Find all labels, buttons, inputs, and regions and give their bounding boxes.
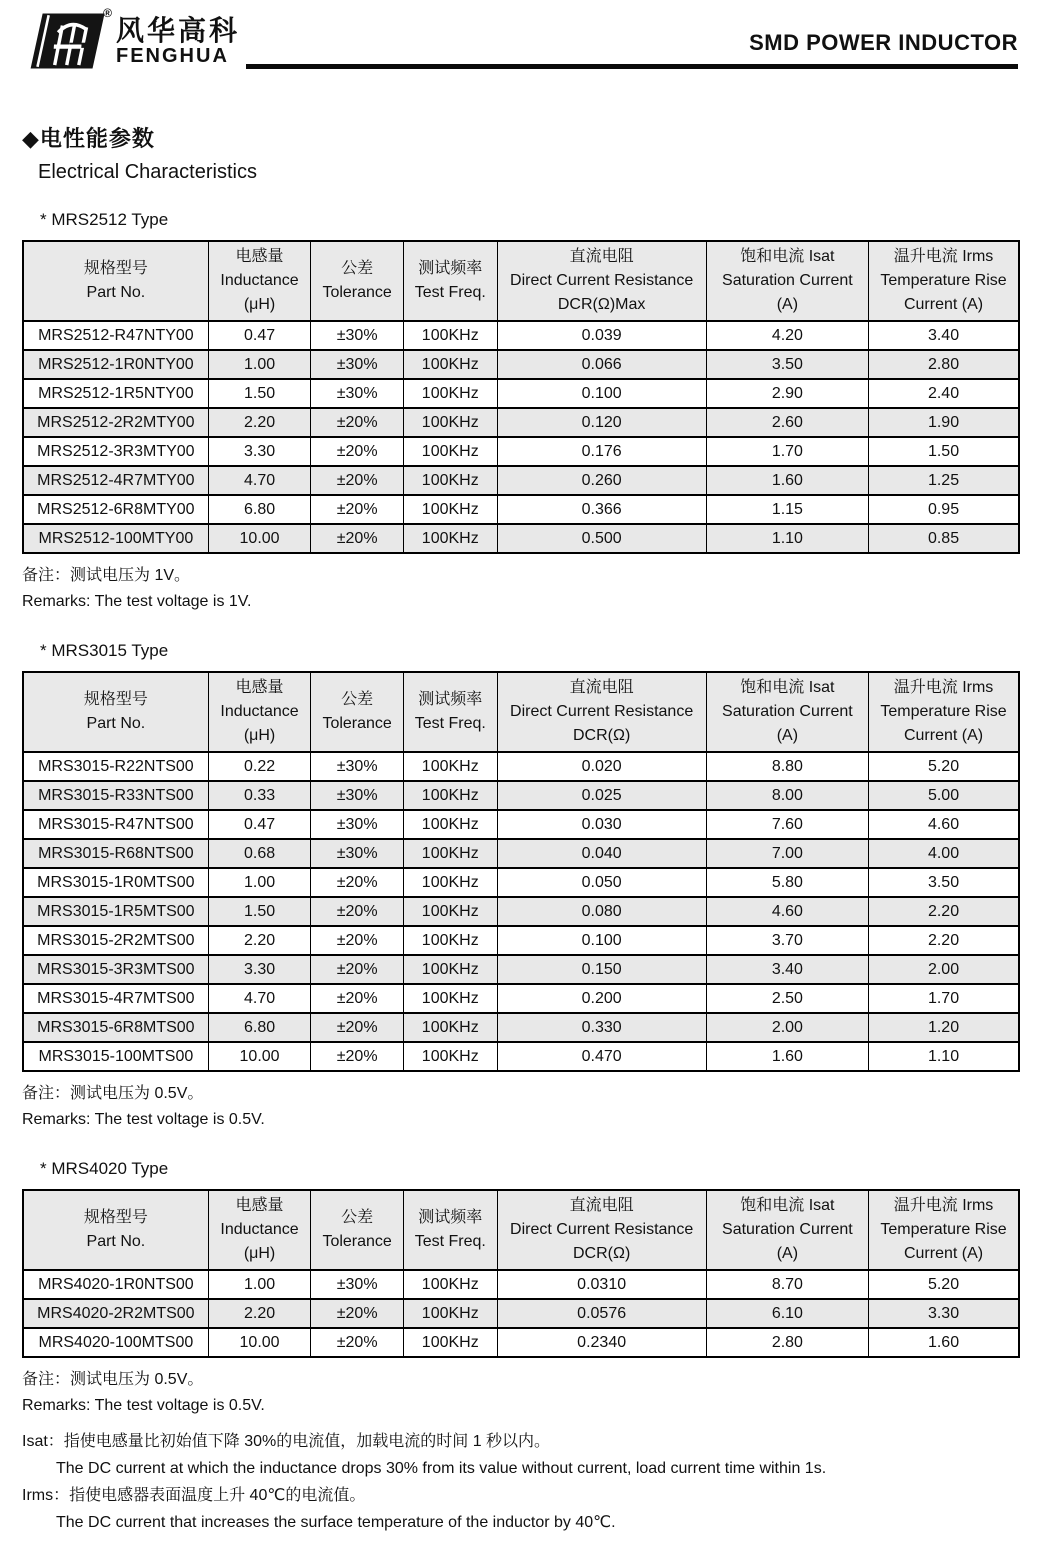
- cell-inductance: 6.80: [208, 495, 311, 524]
- cell-tolerance: ±30%: [311, 321, 404, 350]
- column-header-line: 饱和电流 Isat: [740, 248, 835, 265]
- cell-part-no: MRS3015-1R5MTS00: [23, 897, 208, 926]
- header-divider: [246, 64, 1018, 69]
- column-header-dcr: [497, 672, 706, 752]
- cell-dcr: 0.066: [497, 350, 706, 379]
- cell-dcr: 0.025: [497, 781, 706, 810]
- column-header-line: 测试频率: [418, 691, 483, 708]
- table-row: [23, 321, 1019, 350]
- cell-inductance: 3.30: [208, 437, 311, 466]
- column-header-line: Part No.: [86, 1233, 146, 1250]
- table-remark: [22, 1081, 1020, 1133]
- cell-temp-rise-current: 1.50: [869, 437, 1019, 466]
- table-row: [23, 810, 1019, 839]
- cell-dcr: 0.0576: [497, 1299, 706, 1328]
- table-remark: [22, 1367, 1020, 1419]
- column-header-line: Test Freq.: [414, 715, 486, 732]
- cell-tolerance: ±30%: [311, 1270, 404, 1299]
- cell-tolerance: ±20%: [311, 1042, 404, 1071]
- column-header-line: Direct Current Resistance: [510, 272, 694, 289]
- cell-saturation-current: 3.70: [706, 926, 868, 955]
- irms-note-english: The DC current that increases the surface temperature of the inductor by 40℃.: [56, 1514, 616, 1531]
- cell-dcr: 0.050: [497, 868, 706, 897]
- table-row: [23, 781, 1019, 810]
- column-header-line: Current (A): [903, 727, 984, 744]
- cell-saturation-current: 4.60: [706, 897, 868, 926]
- column-header-line: (μH): [243, 727, 276, 744]
- column-header-line: 温升电流 Irms: [893, 1197, 994, 1214]
- cell-part-no: MRS2512-1R5NTY00: [23, 379, 208, 408]
- cell-tolerance: ±20%: [311, 1328, 404, 1357]
- column-header-part-no: [23, 1190, 208, 1270]
- column-header-dcr: [497, 1190, 706, 1270]
- cell-dcr: 0.260: [497, 466, 706, 495]
- cell-test-freq: 100KHz: [403, 495, 497, 524]
- cell-saturation-current: 4.20: [706, 321, 868, 350]
- table-row: [23, 868, 1019, 897]
- cell-dcr: 0.150: [497, 955, 706, 984]
- cell-test-freq: 100KHz: [403, 466, 497, 495]
- column-header-line: 直流电阻: [569, 1197, 634, 1214]
- cell-dcr: 0.100: [497, 379, 706, 408]
- cell-part-no: MRS3015-R68NTS00: [23, 839, 208, 868]
- cell-dcr: 0.030: [497, 810, 706, 839]
- table-section-mrs4020: [22, 1159, 1020, 1419]
- brand-text: [116, 16, 240, 67]
- column-header-line: Temperature Rise: [880, 1221, 1007, 1238]
- cell-tolerance: ±20%: [311, 955, 404, 984]
- cell-test-freq: 100KHz: [403, 524, 497, 553]
- page-header: [22, 8, 1020, 82]
- column-header-line: Tolerance: [322, 715, 392, 732]
- cell-temp-rise-current: 5.00: [869, 781, 1019, 810]
- cell-tolerance: ±20%: [311, 524, 404, 553]
- column-header-tolerance: [311, 1190, 404, 1270]
- cell-part-no: MRS3015-6R8MTS00: [23, 1013, 208, 1042]
- column-header-line: Part No.: [86, 715, 146, 732]
- column-header-line: 公差: [341, 691, 374, 708]
- cell-part-no: MRS3015-R22NTS00: [23, 752, 208, 781]
- column-header-tolerance: [311, 241, 404, 321]
- table-row: [23, 955, 1019, 984]
- cell-tolerance: ±20%: [311, 926, 404, 955]
- column-header-line: Test Freq.: [414, 284, 486, 301]
- brand-name-chinese: 风华高科: [116, 15, 241, 46]
- column-header-line: 规格型号: [83, 260, 148, 277]
- cell-inductance: 0.33: [208, 781, 311, 810]
- cell-tolerance: ±20%: [311, 868, 404, 897]
- cell-temp-rise-current: 3.40: [869, 321, 1019, 350]
- column-header-line: 电感量: [235, 248, 284, 265]
- cell-temp-rise-current: 1.60: [869, 1328, 1019, 1357]
- cell-inductance: 6.80: [208, 1013, 311, 1042]
- cell-temp-rise-current: 5.20: [869, 752, 1019, 781]
- column-header-line: Current (A): [903, 296, 984, 313]
- cell-saturation-current: 1.10: [706, 524, 868, 553]
- header-row: [23, 1190, 1019, 1270]
- cell-test-freq: 100KHz: [403, 1299, 497, 1328]
- cell-tolerance: ±30%: [311, 810, 404, 839]
- column-header-part-no: [23, 672, 208, 752]
- column-header-line: DCR(Ω): [573, 727, 631, 744]
- cell-inductance: 2.20: [208, 1299, 311, 1328]
- cell-temp-rise-current: 2.00: [869, 955, 1019, 984]
- fenghua-logo-icon: [22, 6, 112, 74]
- cell-test-freq: 100KHz: [403, 781, 497, 810]
- cell-temp-rise-current: 4.00: [869, 839, 1019, 868]
- isat-note-chinese: Isat：指使电感量比初始值下降 30%的电流值，加载电流的时间 1 秒以内。: [22, 1433, 551, 1450]
- document-title: SMD POWER INDUCTOR: [749, 30, 1018, 55]
- column-header-part-no: [23, 241, 208, 321]
- table-row: [23, 984, 1019, 1013]
- cell-inductance: 2.20: [208, 926, 311, 955]
- cell-saturation-current: 3.40: [706, 955, 868, 984]
- table-row: [23, 1299, 1019, 1328]
- cell-test-freq: 100KHz: [403, 926, 497, 955]
- cell-part-no: MRS3015-R33NTS00: [23, 781, 208, 810]
- column-header-line: 温升电流 Irms: [893, 679, 994, 696]
- cell-tolerance: ±20%: [311, 408, 404, 437]
- cell-tolerance: ±20%: [311, 437, 404, 466]
- cell-temp-rise-current: 2.40: [869, 379, 1019, 408]
- cell-part-no: MRS2512-100MTY00: [23, 524, 208, 553]
- cell-tolerance: ±20%: [311, 1299, 404, 1328]
- table-title: * MRS2512 Type: [40, 210, 169, 229]
- cell-dcr: 0.2340: [497, 1328, 706, 1357]
- cell-temp-rise-current: 4.60: [869, 810, 1019, 839]
- remark-chinese: 备注：测试电压为 0.5V。: [22, 1085, 204, 1102]
- table-row: [23, 408, 1019, 437]
- column-header-tolerance: [311, 672, 404, 752]
- remark-english: Remarks: The test voltage is 0.5V.: [22, 1397, 265, 1414]
- header-row: [23, 672, 1019, 752]
- column-header-line: Tolerance: [322, 284, 392, 301]
- cell-temp-rise-current: 1.90: [869, 408, 1019, 437]
- cell-part-no: MRS2512-3R3MTY00: [23, 437, 208, 466]
- brand-name-english: FENGHUA: [116, 45, 229, 68]
- cell-temp-rise-current: 1.70: [869, 984, 1019, 1013]
- cell-inductance: 0.47: [208, 810, 311, 839]
- cell-test-freq: 100KHz: [403, 1270, 497, 1299]
- remark-english: Remarks: The test voltage is 0.5V.: [22, 1111, 265, 1128]
- cell-part-no: MRS4020-100MTS00: [23, 1328, 208, 1357]
- header-row: [23, 241, 1019, 321]
- cell-saturation-current: 7.00: [706, 839, 868, 868]
- cell-saturation-current: 3.50: [706, 350, 868, 379]
- cell-inductance: 10.00: [208, 1042, 311, 1071]
- column-header-line: 规格型号: [83, 691, 148, 708]
- column-header-inductance: [208, 672, 311, 752]
- column-header-saturation-current: [706, 1190, 868, 1270]
- cell-test-freq: 100KHz: [403, 350, 497, 379]
- column-header-temp-rise-current: [869, 1190, 1019, 1270]
- cell-test-freq: 100KHz: [403, 1328, 497, 1357]
- cell-saturation-current: 1.15: [706, 495, 868, 524]
- cell-dcr: 0.200: [497, 984, 706, 1013]
- column-header-line: Inductance: [220, 272, 299, 289]
- cell-saturation-current: 7.60: [706, 810, 868, 839]
- column-header-line: Direct Current Resistance: [510, 703, 694, 720]
- cell-saturation-current: 2.80: [706, 1328, 868, 1357]
- column-header-line: DCR(Ω)Max: [557, 296, 646, 313]
- table-section-mrs2512: [22, 210, 1020, 615]
- cell-dcr: 0.176: [497, 437, 706, 466]
- column-header-line: 温升电流 Irms: [893, 248, 994, 265]
- cell-test-freq: 100KHz: [403, 839, 497, 868]
- column-header-line: Saturation Current: [722, 1221, 853, 1238]
- cell-dcr: 0.100: [497, 926, 706, 955]
- irms-note-chinese: Irms：指使电感器表面温度上升 40℃的电流值。: [22, 1487, 366, 1504]
- cell-tolerance: ±20%: [311, 1013, 404, 1042]
- spec-table-mrs3015: [22, 671, 1020, 1072]
- table-row: [23, 524, 1019, 553]
- cell-inductance: 10.00: [208, 524, 311, 553]
- cell-inductance: 0.22: [208, 752, 311, 781]
- table-row: [23, 926, 1019, 955]
- cell-part-no: MRS3015-4R7MTS00: [23, 984, 208, 1013]
- cell-dcr: 0.366: [497, 495, 706, 524]
- cell-part-no: MRS3015-100MTS00: [23, 1042, 208, 1071]
- column-header-line: 电感量: [235, 679, 284, 696]
- cell-inductance: 1.00: [208, 1270, 311, 1299]
- column-header-line: Inductance: [220, 1221, 299, 1238]
- cell-temp-rise-current: 1.25: [869, 466, 1019, 495]
- column-header-line: 直流电阻: [569, 679, 634, 696]
- cell-test-freq: 100KHz: [403, 955, 497, 984]
- cell-dcr: 0.330: [497, 1013, 706, 1042]
- column-header-line: Inductance: [220, 703, 299, 720]
- column-header-line: 公差: [341, 260, 374, 277]
- column-header-line: 饱和电流 Isat: [740, 1197, 835, 1214]
- cell-saturation-current: 1.70: [706, 437, 868, 466]
- cell-part-no: MRS3015-1R0MTS00: [23, 868, 208, 897]
- cell-inductance: 2.20: [208, 408, 311, 437]
- table-title: * MRS3015 Type: [40, 641, 169, 660]
- section-heading: [22, 122, 1020, 184]
- cell-test-freq: 100KHz: [403, 408, 497, 437]
- cell-test-freq: 100KHz: [403, 1013, 497, 1042]
- column-header-line: Saturation Current: [722, 272, 853, 289]
- cell-dcr: 0.039: [497, 321, 706, 350]
- cell-inductance: 1.00: [208, 350, 311, 379]
- cell-saturation-current: 2.00: [706, 1013, 868, 1042]
- cell-saturation-current: 8.70: [706, 1270, 868, 1299]
- column-header-line: Saturation Current: [722, 703, 853, 720]
- cell-part-no: MRS2512-2R2MTY00: [23, 408, 208, 437]
- cell-saturation-current: 2.90: [706, 379, 868, 408]
- column-header-line: (μH): [243, 296, 276, 313]
- cell-tolerance: ±20%: [311, 466, 404, 495]
- cell-part-no: MRS2512-4R7MTY00: [23, 466, 208, 495]
- remark-chinese: 备注：测试电压为 0.5V。: [22, 1371, 204, 1388]
- column-header-line: 测试频率: [418, 1209, 483, 1226]
- cell-test-freq: 100KHz: [403, 379, 497, 408]
- cell-temp-rise-current: 0.85: [869, 524, 1019, 553]
- cell-test-freq: 100KHz: [403, 752, 497, 781]
- cell-temp-rise-current: 2.20: [869, 897, 1019, 926]
- cell-tolerance: ±30%: [311, 752, 404, 781]
- table-section-mrs3015: [22, 641, 1020, 1133]
- column-header-line: Temperature Rise: [880, 272, 1007, 289]
- column-header-line: (A): [776, 296, 799, 313]
- cell-tolerance: ±30%: [311, 350, 404, 379]
- section-heading-chinese: ◆电性能参数: [22, 126, 155, 151]
- cell-saturation-current: 5.80: [706, 868, 868, 897]
- cell-saturation-current: 2.50: [706, 984, 868, 1013]
- cell-tolerance: ±30%: [311, 379, 404, 408]
- column-header-test-freq: [403, 1190, 497, 1270]
- definition-notes: [22, 1428, 1020, 1536]
- isat-note-english: The DC current at which the inductance drops 30% from its value without current, load current time within 1s.: [56, 1460, 827, 1477]
- column-header-temp-rise-current: [869, 241, 1019, 321]
- cell-part-no: MRS2512-R47NTY00: [23, 321, 208, 350]
- cell-saturation-current: 1.60: [706, 1042, 868, 1071]
- cell-inductance: 1.50: [208, 897, 311, 926]
- cell-saturation-current: 2.60: [706, 408, 868, 437]
- remark-english: Remarks: The test voltage is 1V.: [22, 593, 252, 610]
- column-header-inductance: [208, 1190, 311, 1270]
- column-header-inductance: [208, 241, 311, 321]
- cell-test-freq: 100KHz: [403, 1042, 497, 1071]
- table-row: [23, 495, 1019, 524]
- column-header-line: DCR(Ω): [573, 1245, 631, 1262]
- cell-saturation-current: 8.80: [706, 752, 868, 781]
- cell-test-freq: 100KHz: [403, 321, 497, 350]
- table-title: * MRS4020 Type: [40, 1159, 169, 1178]
- column-header-line: Test Freq.: [414, 1233, 486, 1250]
- table-row: [23, 897, 1019, 926]
- table-row: [23, 379, 1019, 408]
- cell-part-no: MRS3015-2R2MTS00: [23, 926, 208, 955]
- cell-dcr: 0.020: [497, 752, 706, 781]
- cell-saturation-current: 1.60: [706, 466, 868, 495]
- table-row: [23, 752, 1019, 781]
- cell-inductance: 4.70: [208, 466, 311, 495]
- column-header-line: 规格型号: [83, 1209, 148, 1226]
- cell-dcr: 0.080: [497, 897, 706, 926]
- cell-part-no: MRS3015-3R3MTS00: [23, 955, 208, 984]
- cell-inductance: 10.00: [208, 1328, 311, 1357]
- cell-test-freq: 100KHz: [403, 437, 497, 466]
- column-header-test-freq: [403, 672, 497, 752]
- cell-inductance: 1.50: [208, 379, 311, 408]
- column-header-line: 饱和电流 Isat: [740, 679, 835, 696]
- table-row: [23, 437, 1019, 466]
- table-row: [23, 839, 1019, 868]
- cell-part-no: MRS2512-1R0NTY00: [23, 350, 208, 379]
- table-row: [23, 1013, 1019, 1042]
- cell-part-no: MRS3015-R47NTS00: [23, 810, 208, 839]
- column-header-temp-rise-current: [869, 672, 1019, 752]
- cell-saturation-current: 8.00: [706, 781, 868, 810]
- table-row: [23, 1328, 1019, 1357]
- column-header-line: 公差: [341, 1209, 374, 1226]
- cell-inductance: 1.00: [208, 868, 311, 897]
- cell-part-no: MRS4020-1R0NTS00: [23, 1270, 208, 1299]
- cell-temp-rise-current: 1.20: [869, 1013, 1019, 1042]
- cell-test-freq: 100KHz: [403, 810, 497, 839]
- cell-temp-rise-current: 3.50: [869, 868, 1019, 897]
- column-header-test-freq: [403, 241, 497, 321]
- spec-table-mrs4020: [22, 1189, 1020, 1358]
- column-header-line: 测试频率: [418, 260, 483, 277]
- column-header-line: (μH): [243, 1245, 276, 1262]
- cell-test-freq: 100KHz: [403, 868, 497, 897]
- table-row: [23, 350, 1019, 379]
- cell-dcr: 0.470: [497, 1042, 706, 1071]
- registered-trademark-icon: ®: [103, 6, 112, 20]
- column-header-saturation-current: [706, 241, 868, 321]
- column-header-line: Direct Current Resistance: [510, 1221, 694, 1238]
- cell-dcr: 0.500: [497, 524, 706, 553]
- column-header-line: Tolerance: [322, 1233, 392, 1250]
- cell-temp-rise-current: 3.30: [869, 1299, 1019, 1328]
- cell-dcr: 0.120: [497, 408, 706, 437]
- cell-tolerance: ±30%: [311, 839, 404, 868]
- cell-part-no: MRS4020-2R2MTS00: [23, 1299, 208, 1328]
- table-remark: [22, 563, 1020, 615]
- cell-tolerance: ±30%: [311, 781, 404, 810]
- table-row: [23, 1042, 1019, 1071]
- cell-temp-rise-current: 1.10: [869, 1042, 1019, 1071]
- cell-dcr: 0.040: [497, 839, 706, 868]
- column-header-line: (A): [776, 727, 799, 744]
- cell-part-no: MRS2512-6R8MTY00: [23, 495, 208, 524]
- section-heading-english: Electrical Characteristics: [38, 161, 257, 183]
- cell-tolerance: ±20%: [311, 984, 404, 1013]
- spec-table-mrs2512: [22, 240, 1020, 554]
- table-row: [23, 1270, 1019, 1299]
- cell-dcr: 0.0310: [497, 1270, 706, 1299]
- remark-chinese: 备注：测试电压为 1V。: [22, 567, 191, 584]
- cell-temp-rise-current: 2.20: [869, 926, 1019, 955]
- cell-inductance: 0.47: [208, 321, 311, 350]
- cell-saturation-current: 6.10: [706, 1299, 868, 1328]
- cell-tolerance: ±20%: [311, 495, 404, 524]
- cell-tolerance: ±20%: [311, 897, 404, 926]
- column-header-dcr: [497, 241, 706, 321]
- cell-temp-rise-current: 0.95: [869, 495, 1019, 524]
- column-header-saturation-current: [706, 672, 868, 752]
- column-header-line: (A): [776, 1245, 799, 1262]
- column-header-line: 直流电阻: [569, 248, 634, 265]
- cell-test-freq: 100KHz: [403, 984, 497, 1013]
- cell-test-freq: 100KHz: [403, 897, 497, 926]
- cell-temp-rise-current: 5.20: [869, 1270, 1019, 1299]
- cell-temp-rise-current: 2.80: [869, 350, 1019, 379]
- cell-inductance: 0.68: [208, 839, 311, 868]
- column-header-line: Current (A): [903, 1245, 984, 1262]
- column-header-line: Part No.: [86, 284, 146, 301]
- cell-inductance: 3.30: [208, 955, 311, 984]
- column-header-line: Temperature Rise: [880, 703, 1007, 720]
- table-row: [23, 466, 1019, 495]
- column-header-line: 电感量: [235, 1197, 284, 1214]
- cell-inductance: 4.70: [208, 984, 311, 1013]
